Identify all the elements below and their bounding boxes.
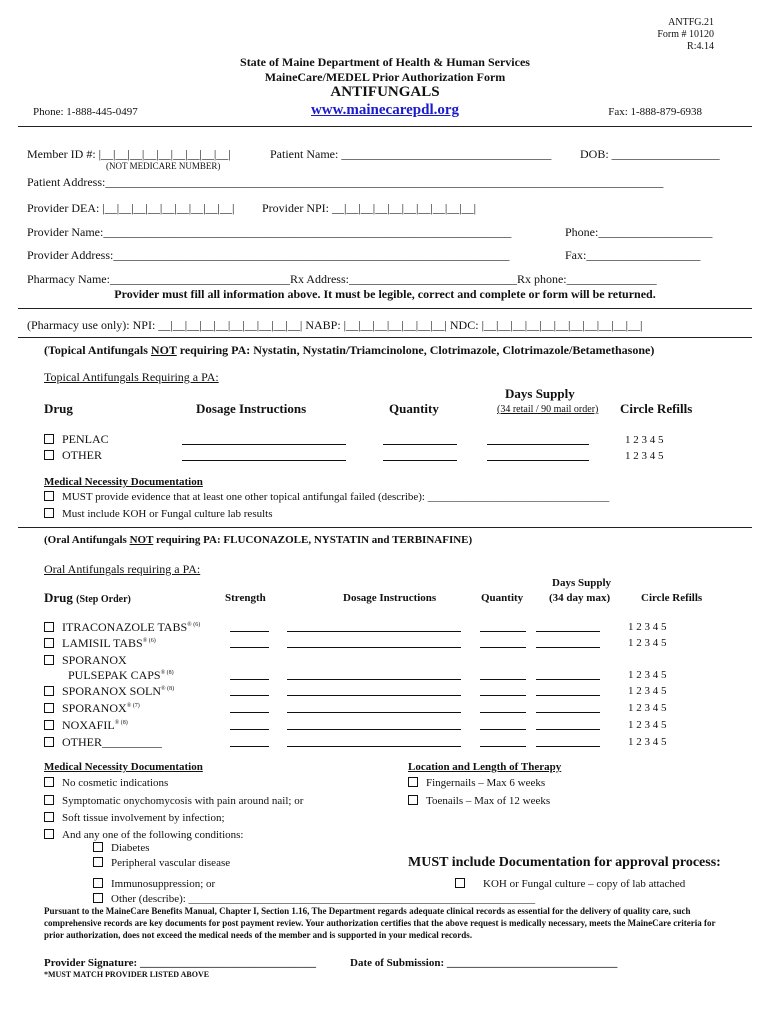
topical-drug-row[interactable]: PENLAC: [44, 432, 109, 447]
program-name: MaineCare/MEDEL Prior Authorization Form: [264, 70, 506, 84]
strength-input[interactable]: [230, 637, 269, 648]
days-supply-input[interactable]: [536, 621, 600, 632]
patient-name-field[interactable]: Patient Name: ___________________________________: [270, 147, 552, 161]
quantity-input[interactable]: [480, 702, 526, 713]
divider: [18, 527, 752, 528]
website-link[interactable]: www.mainecarepdl.org: [310, 102, 460, 118]
col-days-supply: Days Supply: [552, 577, 612, 589]
oral-drug-row[interactable]: ITRACONAZOLE $TABS^{® (6)}$: [44, 620, 200, 635]
divider: [18, 308, 752, 309]
condition-item[interactable]: Peripheral vascular disease: [93, 857, 230, 869]
provider-npi-field[interactable]: Provider NPI: __|__|__|__|__|__|__|__|__|__|: [262, 201, 477, 215]
med-nec-item[interactable]: No cosmetic indications: [44, 777, 168, 789]
oral-drug-row[interactable]: SPORANOX: [44, 653, 127, 668]
quantity-input[interactable]: [480, 637, 526, 648]
col-quantity: Quantity: [389, 401, 439, 416]
days-supply-input[interactable]: [536, 637, 600, 648]
dosage-input[interactable]: [287, 685, 461, 696]
topical-not-requiring-pa: (Topical Antifungals NOT requiring PA: Nystatin, Nystatin/Triamcinolone, Clotrimazole, Clotrimazole/Betamethasone): [44, 343, 655, 357]
refill-options[interactable]: 1 2 3 4 5: [628, 685, 667, 697]
strength-input[interactable]: [230, 702, 269, 713]
divider: [18, 337, 752, 338]
patient-address-field[interactable]: Patient Address:_____________________________________________________________________________________________: [27, 175, 664, 189]
strength-input[interactable]: [230, 669, 269, 680]
days-supply-input[interactable]: [487, 450, 589, 461]
col-days-supply-note: (34 day max): [549, 592, 611, 604]
days-supply-input[interactable]: [536, 685, 600, 696]
checkbox[interactable]: [44, 703, 54, 713]
dosage-input[interactable]: [287, 637, 461, 648]
checkbox[interactable]: [93, 893, 103, 903]
quantity-input[interactable]: [383, 434, 457, 445]
dosage-input[interactable]: [182, 450, 346, 461]
med-nec-item[interactable]: MUST provide evidence that at least one other topical antifungal failed (describe): _________________________________: [44, 491, 609, 503]
submission-date-field[interactable]: Date of Submission: _______________________________: [350, 957, 618, 969]
refill-options[interactable]: 1 2 3 4 5: [625, 434, 664, 446]
strength-input[interactable]: [230, 685, 269, 696]
checkbox[interactable]: [44, 777, 54, 787]
checkbox[interactable]: [44, 491, 54, 501]
page-title: ANTIFUNGALS: [330, 84, 440, 100]
med-nec-item[interactable]: And any one of the following conditions:: [44, 829, 243, 841]
provider-name-field[interactable]: Provider Name:____________________________________________________________________: [27, 225, 512, 239]
phone-number: Phone: 1-888-445-0497: [33, 106, 138, 118]
dosage-input[interactable]: [287, 736, 461, 747]
col-quantity: Quantity: [481, 592, 524, 604]
checkbox[interactable]: [408, 777, 418, 787]
checkbox[interactable]: [44, 812, 54, 822]
refill-options[interactable]: 1 2 3 4 5: [628, 719, 667, 731]
col-strength: Strength: [225, 592, 266, 604]
checkbox[interactable]: [44, 655, 54, 665]
provider-address-field[interactable]: Provider Address:__________________________________________________________________: [27, 248, 510, 262]
location-item[interactable]: Toenails – Max of 12 weeks: [408, 795, 550, 807]
location-title: Location and Length of Therapy: [408, 761, 562, 773]
strength-input[interactable]: [230, 719, 269, 730]
agency-name: State of Maine Department of Health & Human Services: [240, 55, 530, 69]
form-code: ANTFG.21: [668, 17, 714, 28]
dosage-input[interactable]: [287, 702, 461, 713]
oral-med-nec-title: Medical Necessity Documentation: [44, 761, 203, 773]
form-identifiers: [657, 17, 714, 53]
col-dosage: Dosage Instructions: [196, 401, 307, 416]
col-drug: Drug: [44, 401, 73, 416]
checkbox[interactable]: [44, 795, 54, 805]
not-medicare-note: (NOT MEDICARE NUMBER): [106, 161, 221, 171]
provider-fax-field[interactable]: Fax:___________________: [565, 248, 701, 262]
checkbox[interactable]: [44, 686, 54, 696]
dosage-input[interactable]: [287, 621, 461, 632]
quantity-input[interactable]: [480, 621, 526, 632]
condition-item[interactable]: Immunosuppression; or: [93, 878, 215, 890]
divider: [18, 126, 752, 127]
member-id-field[interactable]: Member ID #: |__|__|__|__|__|__|__|__|__|: [27, 147, 231, 161]
dosage-input[interactable]: [182, 434, 346, 445]
quantity-input[interactable]: [383, 450, 457, 461]
col-days-supply-note: (34 retail / 90 mail order): [497, 404, 599, 415]
pharmacy-use-fields[interactable]: (Pharmacy use only): NPI: __|__|__|__|__|__|__|__|__|__| NABP: |__|__|__|__|__|__|__| NDC: |__|__|__|__|__|__|__|__|__|__|__|: [27, 318, 643, 332]
strength-input[interactable]: [230, 736, 269, 747]
checkbox[interactable]: [44, 434, 54, 444]
fax-number: Fax: 1-888-879-6938: [608, 106, 702, 118]
col-dosage: Dosage Instructions: [343, 592, 437, 604]
topical-med-nec-title: Medical Necessity Documentation: [44, 476, 203, 488]
quantity-input[interactable]: [480, 685, 526, 696]
days-supply-input[interactable]: [536, 719, 600, 730]
refill-options[interactable]: 1 2 3 4 5: [628, 736, 667, 748]
provider-signature-field[interactable]: Provider Signature: ________________________________: [44, 957, 316, 969]
dosage-input[interactable]: [287, 669, 461, 680]
strength-input[interactable]: [230, 621, 269, 632]
form-revision: R:4.14: [687, 41, 714, 52]
med-nec-item[interactable]: Must include KOH or Fungal culture lab results: [44, 508, 273, 520]
checkbox[interactable]: [44, 638, 54, 648]
col-days-supply: Days Supply: [505, 386, 575, 401]
dosage-input[interactable]: [287, 719, 461, 730]
dob-field[interactable]: DOB: __________________: [580, 147, 720, 161]
checkbox[interactable]: [93, 842, 103, 852]
refill-options[interactable]: 1 2 3 4 5: [628, 669, 667, 681]
topical-drug-row[interactable]: OTHER: [44, 448, 102, 463]
checkbox[interactable]: [455, 878, 465, 888]
med-nec-item[interactable]: Symptomatic onychomycosis with pain around nail; or: [44, 795, 303, 807]
topical-requiring-pa-title: Topical Antifungals Requiring a PA:: [44, 370, 219, 384]
quantity-input[interactable]: [480, 719, 526, 730]
condition-item[interactable]: Other (describe): _______________________________________________________________: [93, 893, 535, 905]
pursuant-statement: Pursuant to the MaineCare Benefits Manual, Chapter I, Section 1.16, The Department regards adequate clinical records as essential for the delivery of quality care, such comprehensive records are key documents for post payment review. Your authorization certifies that the above request is medically necessary, meets the MaineCare criteria for prior authorization, does not exceed the medical needs of the member and is supported in your medical records.: [44, 906, 716, 940]
checkbox[interactable]: [408, 795, 418, 805]
days-supply-input[interactable]: [536, 702, 600, 713]
checkbox[interactable]: [44, 450, 54, 460]
checkbox[interactable]: [93, 878, 103, 888]
oral-drug-row[interactable]: OTHER__________: [44, 735, 162, 750]
col-refills: Circle Refills: [620, 401, 693, 416]
oral-drug-row[interactable]: $SPORANOX^{® (7)}$: [44, 701, 140, 716]
col-refills: Circle Refills: [641, 592, 703, 604]
provider-notice: Provider must fill all information above. It must be legible, correct and complete or form will be returned.: [114, 287, 656, 301]
must-include-heading: MUST include Documentation for approval process:: [408, 855, 721, 870]
form-number: Form # 10120: [657, 29, 714, 40]
provider-dea-field[interactable]: Provider DEA: |__|__|__|__|__|__|__|__|__|: [27, 201, 235, 215]
refill-options[interactable]: 1 2 3 4 5: [628, 621, 667, 633]
checkbox[interactable]: [93, 857, 103, 867]
must-match-note: *MUST MATCH PROVIDER LISTED ABOVE: [44, 970, 210, 979]
days-supply-input[interactable]: [536, 736, 600, 747]
oral-drug-row[interactable]: $NOXAFIL^{® (8)}$: [44, 718, 128, 733]
condition-item[interactable]: Diabetes: [93, 842, 149, 854]
quantity-input[interactable]: [480, 736, 526, 747]
days-supply-input[interactable]: [536, 669, 600, 680]
refill-options[interactable]: 1 2 3 4 5: [625, 450, 664, 462]
days-supply-input[interactable]: [487, 434, 589, 445]
location-item[interactable]: Fingernails – Max 6 weeks: [408, 777, 545, 789]
med-nec-item[interactable]: Soft tissue involvement by infection;: [44, 812, 225, 824]
checkbox[interactable]: [44, 622, 54, 632]
oral-not-requiring-pa: (Oral Antifungals NOT requiring PA: FLUCONAZOLE, NYSTATIN and TERBINAFINE): [44, 534, 473, 546]
oral-drug-row[interactable]: LAMISIL $TABS^{® (6)}$: [44, 636, 156, 651]
refill-options[interactable]: 1 2 3 4 5: [628, 637, 667, 649]
checkbox[interactable]: [44, 829, 54, 839]
checkbox[interactable]: [44, 720, 54, 730]
col-drug: Drug (Step Order): [44, 590, 131, 605]
provider-phone-field[interactable]: Phone:___________________: [565, 225, 713, 239]
refill-options[interactable]: 1 2 3 4 5: [628, 702, 667, 714]
oral-drug-row[interactable]: SPORANOX $SOLN^{® (8)}$: [44, 684, 174, 699]
checkbox[interactable]: [44, 508, 54, 518]
pharmacy-fields[interactable]: Pharmacy Name:______________________________Rx Address:____________________________Rx phone:_______________: [27, 272, 657, 286]
oral-drug-row-continued: PULSEPAK $CAPS^{® (8)}$: [68, 668, 174, 682]
quantity-input[interactable]: [480, 669, 526, 680]
koh-item[interactable]: KOH or Fungal culture – copy of lab attached: [455, 878, 685, 890]
oral-requiring-pa-title: Oral Antifungals requiring a PA:: [44, 562, 201, 576]
checkbox[interactable]: [44, 737, 54, 747]
